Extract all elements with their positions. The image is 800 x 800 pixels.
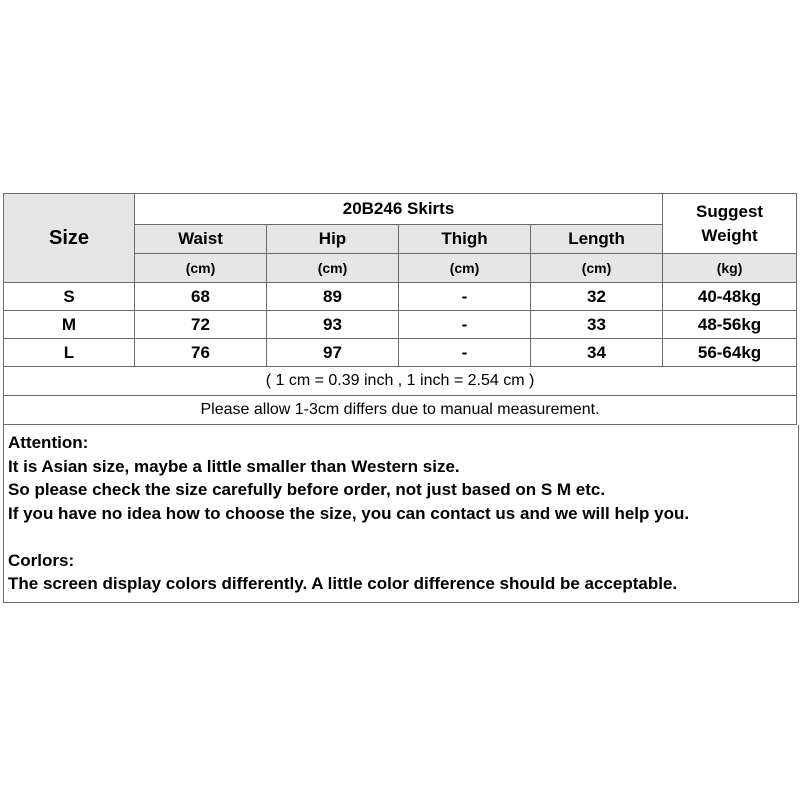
size-chart <box>3 193 796 603</box>
measurement-note: Please allow 1-3cm differs due to manual measurement. <box>4 396 797 425</box>
table-row <box>4 283 797 311</box>
size-header: Size <box>4 194 135 283</box>
row-weight: 56-64kg <box>663 339 797 367</box>
row-weight: 40-48kg <box>663 283 797 311</box>
column-header-length: Length <box>531 225 663 254</box>
table-row <box>4 339 797 367</box>
row-hip: 97 <box>267 339 399 367</box>
row-weight: 48-56kg <box>663 311 797 339</box>
row-size: L <box>4 339 135 367</box>
unit-waist: (cm) <box>135 254 267 283</box>
notes-section <box>3 425 799 603</box>
attention-line: It is Asian size, maybe a little smaller than Western size. <box>8 456 460 476</box>
weight-header <box>663 194 797 254</box>
row-length: 34 <box>531 339 663 367</box>
weight-header-line1: Suggest <box>696 201 764 221</box>
attention-line: If you have no idea how to choose the size, you can contact us and we will help you. <box>8 503 690 523</box>
attention-heading: Attention: <box>8 433 89 452</box>
row-waist: 72 <box>135 311 267 339</box>
row-length: 32 <box>531 283 663 311</box>
unit-thigh: (cm) <box>399 254 531 283</box>
unit-length: (cm) <box>531 254 663 283</box>
row-size: M <box>4 311 135 339</box>
table-row <box>4 311 797 339</box>
row-waist: 68 <box>135 283 267 311</box>
notes-spacer <box>8 525 798 549</box>
colors-line: The screen display colors differently. A little color difference should be acceptable. <box>8 574 678 593</box>
unit-hip: (cm) <box>267 254 399 283</box>
row-length: 33 <box>531 311 663 339</box>
row-size: S <box>4 283 135 311</box>
column-header-hip: Hip <box>267 225 399 254</box>
row-thigh: - <box>399 339 531 367</box>
unit-weight: (kg) <box>663 254 797 283</box>
row-thigh: - <box>399 311 531 339</box>
product-title: 20B246 Skirts <box>135 194 663 225</box>
row-hip: 89 <box>267 283 399 311</box>
conversion-note: ( 1 cm = 0.39 inch , 1 inch = 2.54 cm ) <box>4 367 797 396</box>
row-thigh: - <box>399 283 531 311</box>
row-hip: 93 <box>267 311 399 339</box>
size-table <box>3 193 797 425</box>
column-header-thigh: Thigh <box>399 225 531 254</box>
attention-line: So please check the size carefully before order, not just based on S M etc. <box>8 480 606 499</box>
row-waist: 76 <box>135 339 267 367</box>
column-header-waist: Waist <box>135 225 267 254</box>
weight-header-line2: Weight <box>701 225 758 245</box>
colors-heading: Corlors: <box>8 550 75 570</box>
